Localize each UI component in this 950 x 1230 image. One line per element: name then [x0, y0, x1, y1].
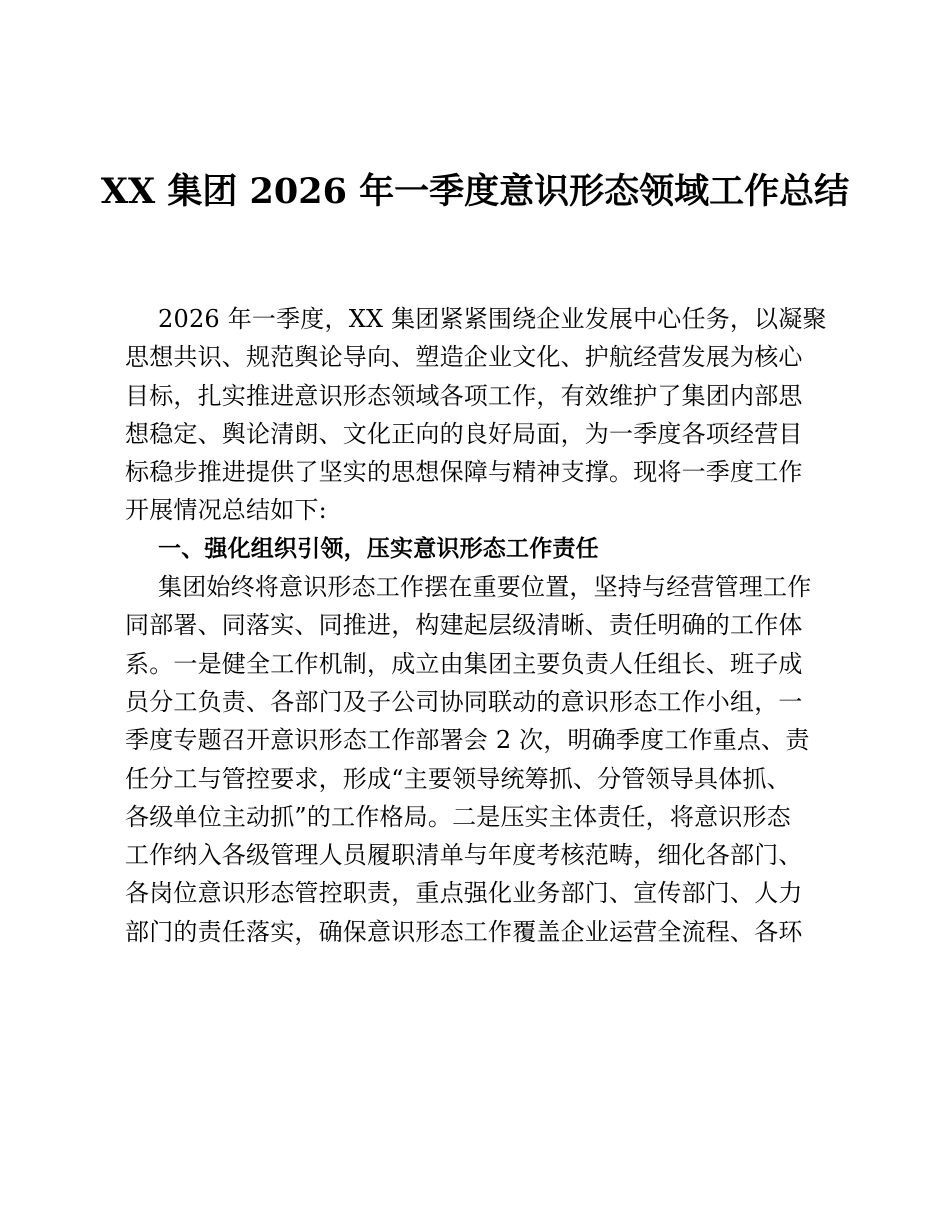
section-paragraph-line: 各级单位主动抓”的工作格局。二是压实主体责任，将意识形态 — [125, 802, 791, 831]
section-paragraph-line: 季度专题召开意识形态工作部署会 2 次，明确季度工作重点、责 — [125, 726, 810, 755]
section-paragraph-line: 系。一是健全工作机制，成立由集团主要负责人任组长、班子成 — [125, 649, 803, 678]
section-paragraph-line: 工作纳入各级管理人员履职清单与年度考核范畴，细化各部门、 — [125, 841, 803, 870]
section-paragraph-line: 集团始终将意识形态工作摆在重要位置，坚持与经营管理工作 — [158, 573, 812, 602]
section-paragraph-line: 任分工与管控要求，形成“主要领导统筹抓、分管领导具体抓、 — [125, 764, 791, 793]
document-title: XX 集团 2026 年一季度意识形态领域工作总结 — [100, 171, 850, 212]
intro-paragraph-line: 标稳步推进提供了坚实的思想保障与精神支撑。现将一季度工作 — [125, 458, 803, 487]
intro-paragraph-line: 想稳定、舆论清朗、文化正向的良好局面，为一季度各项经营目 — [125, 419, 803, 448]
section-paragraph-line: 同部署、同落实、同推进，构建起层级清晰、责任明确的工作体 — [125, 611, 803, 640]
intro-paragraph-line: 2026 年一季度，XX 集团紧紧围绕企业发展中心任务，以凝聚 — [158, 305, 827, 333]
section-heading: 一、强化组织引领，压实意识形态工作责任 — [158, 535, 599, 562]
intro-paragraph-line: 目标，扎实推进意识形态领域各项工作，有效维护了集团内部思 — [125, 381, 803, 410]
document-body — [125, 300, 830, 951]
section-paragraph-line: 部门的责任落实，确保意识形态工作覆盖企业运营全流程、各环 — [125, 917, 803, 946]
section-paragraph-line: 员分工负责、各部门及子公司协同联动的意识形态工作小组，一 — [125, 687, 803, 716]
intro-paragraph-line: 思想共识、规范舆论导向、塑造企业文化、护航经营发展为核心 — [125, 343, 803, 372]
section-paragraph-line: 各岗位意识形态管控职责，重点强化业务部门、宣传部门、人力 — [125, 879, 803, 908]
intro-paragraph-line: 开展情况总结如下: — [125, 496, 327, 525]
